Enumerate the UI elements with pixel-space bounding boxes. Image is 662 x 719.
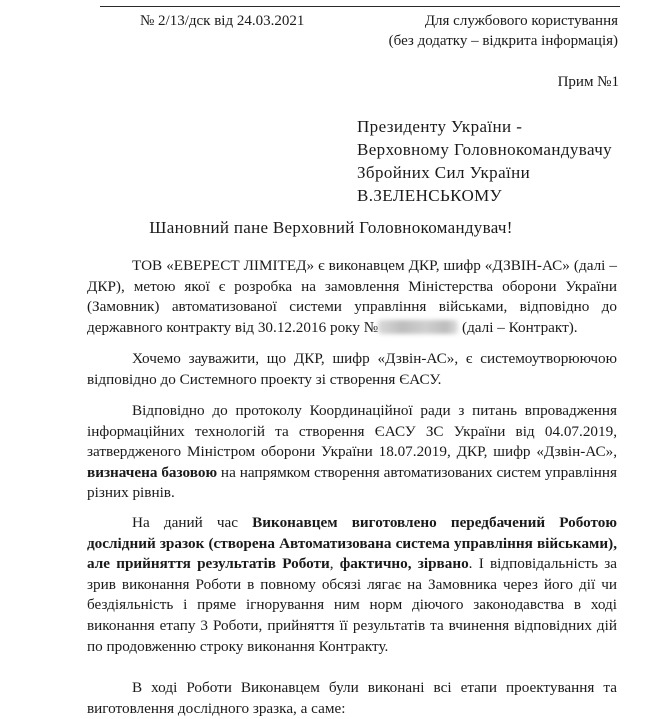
paragraph-1-tail: (далі – Контракт). (458, 318, 578, 336)
addressee-line-1: Президенту України - (357, 117, 523, 136)
paragraph-4-intro: На даний час (132, 514, 253, 531)
paragraph-1-text: ТОВ «ЕВЕРЕСТ ЛІМІТЕД» є виконавцем ДКР, шифр «ДЗВІН-АС» (далі – ДКР), метою якої є розробка на замовлення Міністерства оборони України (Замовник) автоматизованої системи управління військами, відповідно до державного контракту від 30.12.2016 року № (87, 257, 617, 336)
addressee-block (357, 115, 612, 207)
paragraph-4-bold-2: фактично, зірвано (339, 555, 469, 573)
addressee-line-2: Верховному Головнокомандувачу (357, 140, 613, 159)
paragraph-3 (87, 401, 617, 504)
paragraph-4-bold-1: Виконавцем виготовлено передбачений Роботою дослідний зразок (створена Автоматизована система управління військами), але прийняття результатів Роботи (87, 514, 618, 573)
paragraph-4-comma: , (329, 555, 340, 573)
paragraph-2-text: Хочемо зауважити, що ДКР, шифр «Дзвін-АС», є системоутворюючою відповідно до Системного проекту зі створення ЄАСУ. (87, 350, 617, 388)
redacted-contract-number (378, 320, 458, 334)
restriction-line-1: Для службового користування (424, 13, 618, 29)
paragraph-5 (87, 678, 617, 719)
copy-number: Прим №1 (557, 74, 619, 90)
paragraph-5-text: В ході Роботи Виконавцем були виконані всі етапи проектування та виготовлення дослідного зразка, а саме: (87, 679, 617, 717)
document-number: № 2/13/дск від 24.03.2021 (140, 13, 305, 29)
paragraph-3-tail: на напрямком створення автоматизованих систем управління різних рівнів. (87, 463, 617, 502)
paragraph-3-bold: визначена базовою (87, 463, 218, 481)
restriction-line-2: (без додатку – відкрита інформація) (388, 33, 618, 49)
addressee-line-3: Збройних Сил України (357, 163, 531, 182)
paragraph-4-tail: . І відповідальність за зрив виконання Роботи в повному обсязі лягає на Замовника через його дії чи бездіяльність і пряме ігнорування ним норм діючого законодавства в ході виконання етапу 3 Роботи, прийняття її результатів та вчинення відповідних дій по продовженню строку виконання Контракту. (87, 555, 617, 655)
paragraph-1 (87, 256, 617, 338)
paragraph-3-text: Відповідно до протоколу Координаційної ради з питань впровадження інформаційних технологій та створення ЄАСУ ЗС України від 04.07.2019, затвердженого Міністром оборони України 18.07.2019, ДКР, шифр «Дзвін-АС», (87, 402, 617, 461)
addressee-line-4: В.ЗЕЛЕНСЬКОМУ (357, 186, 503, 205)
paragraph-4 (87, 513, 617, 657)
top-rule (100, 6, 620, 7)
paragraph-2 (87, 349, 617, 390)
greeting: Шановний пане Верховний Головнокомандувач! (149, 218, 513, 237)
restriction-stamp (389, 11, 618, 51)
